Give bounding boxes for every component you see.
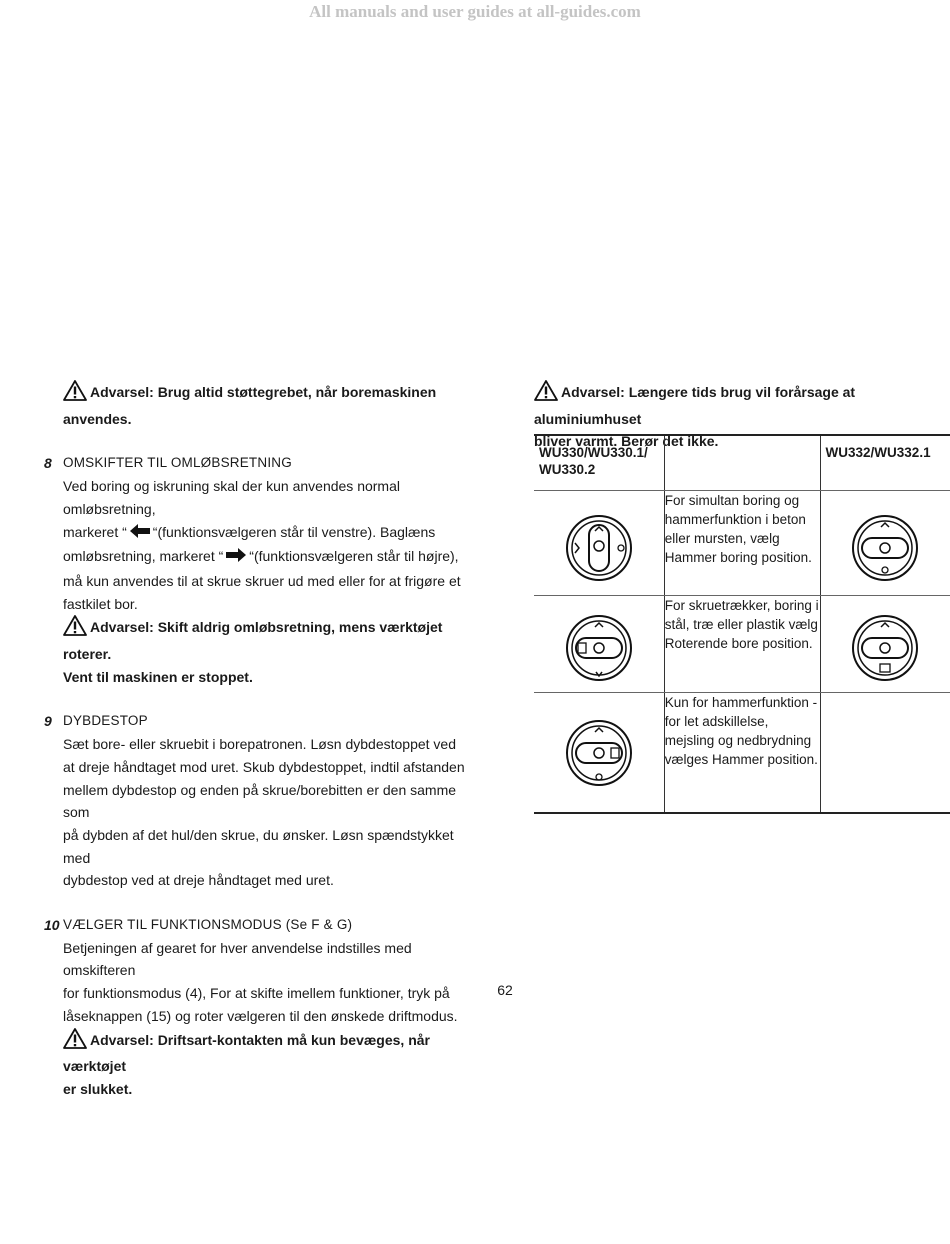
body-line: omløbsretning, markeret “ bbox=[63, 548, 224, 565]
body-line: at dreje håndtaget mod uret. Skub dybdestoppet, indtil afstanden bbox=[63, 758, 465, 775]
header-model-wu330: WU330/WU330.1/ WU330.2 bbox=[534, 435, 664, 491]
dial-cell bbox=[534, 693, 664, 813]
dial-cell bbox=[820, 596, 950, 693]
header-model-wu332: WU332/WU332.1 bbox=[820, 435, 950, 491]
body-line: Betjeningen af gearet for hver anvendelse indstilles med omskifteren bbox=[63, 939, 412, 979]
body-line: fastkilet bor. bbox=[63, 595, 138, 612]
warning-text: Advarsel: Længere tids brug vil forårsage at aluminiumhuset bbox=[534, 384, 856, 427]
body-line: på dybden af det hul/den skrue, du ønsker. Løsn spændstykket med bbox=[63, 826, 454, 866]
section-body bbox=[63, 475, 484, 688]
warning-text: anvendes. bbox=[63, 410, 132, 427]
empty-cell bbox=[820, 693, 950, 813]
section-10 bbox=[44, 914, 484, 1101]
warning-text: Advarsel: Driftsart-kontakten må kun bevæges, når værktøjet bbox=[63, 1031, 430, 1075]
section-title: VÆLGER TIL FUNKTIONSMODUS (Se F & G) bbox=[63, 917, 353, 933]
body-line: må kun anvendes til at skrue skruer ud med eller for at frigøre et bbox=[63, 572, 461, 589]
body-line: låseknappen (15) og roter vælgeren til den ønskede driftmodus. bbox=[63, 1007, 458, 1024]
hammer-drill-dial-icon bbox=[563, 503, 635, 583]
section-title: DYBDESTOP bbox=[63, 713, 148, 729]
section-body bbox=[63, 733, 484, 892]
warning-mode-switch bbox=[63, 1032, 430, 1097]
section-title: OMSKIFTER TIL OMLØBSRETNING bbox=[63, 455, 292, 471]
warning-text: bliver varmt. Berør det ikke. bbox=[534, 433, 719, 450]
body-line: mellem dybdestop og enden på skrue/borebitten er den samme som bbox=[63, 781, 457, 821]
hammer-dial-icon bbox=[563, 711, 635, 791]
mode-table bbox=[534, 434, 950, 814]
body-line: Sæt bore- eller skruebit i borepatronen. Løsn dybdestoppet ved bbox=[63, 736, 457, 753]
rotary-drill-dial-icon bbox=[849, 606, 921, 686]
warning-direction bbox=[63, 619, 442, 684]
mode-description: Kun for hammerfunktion - for let adskillelse, mejsling og nedbrydning vælges Hammer position. bbox=[664, 693, 820, 813]
rotary-drill-dial-icon bbox=[563, 606, 635, 686]
warning-triangle-icon bbox=[534, 380, 558, 408]
section-number: 10 bbox=[44, 917, 60, 934]
warning-text: Advarsel: Brug altid støttegrebet, når boremaskinen bbox=[90, 384, 437, 400]
body-line: “(funktionsvælgeren står til venstre). Baglæns bbox=[152, 523, 436, 540]
hammer-drill-dial-icon bbox=[849, 503, 921, 583]
warning-text: Vent til maskinen er stoppet. bbox=[63, 668, 253, 685]
arrow-left-icon bbox=[129, 523, 151, 546]
section-9 bbox=[44, 710, 484, 892]
section-number: 9 bbox=[44, 713, 52, 730]
warning-text: er slukket. bbox=[63, 1080, 133, 1097]
dial-cell bbox=[820, 491, 950, 596]
mode-description: For simultan boring og hammerfunktion i beton eller mursten, vælg Hammer boring position. bbox=[664, 491, 820, 596]
header-description bbox=[664, 435, 820, 491]
body-line: for funktionsmodus (4), For at skifte imellem funktioner, tryk på bbox=[63, 985, 450, 1002]
mode-description: For skruetrækker, boring i stål, træ eller plastik vælg Roterende bore position. bbox=[664, 596, 820, 693]
section-8 bbox=[44, 452, 484, 688]
warning-text: Advarsel: Skift aldrig omløbsretning, mens værktøjet roterer. bbox=[63, 619, 443, 663]
table-row bbox=[534, 596, 950, 693]
table-row bbox=[534, 693, 950, 813]
table-header-row bbox=[534, 435, 950, 491]
warning-support-grip bbox=[44, 380, 484, 430]
warning-triangle-icon bbox=[63, 615, 87, 643]
warning-triangle-icon bbox=[63, 1028, 87, 1056]
body-line: “(funktionsvælgeren står til højre), bbox=[249, 548, 459, 565]
arrow-right-icon bbox=[225, 547, 247, 570]
page-number: 62 bbox=[497, 982, 513, 998]
body-line: Ved boring og iskruning skal der kun anvendes normal omløbsretning, bbox=[63, 478, 400, 517]
body-line: markeret “ bbox=[63, 523, 127, 540]
section-body bbox=[63, 937, 484, 1101]
table-row bbox=[534, 491, 950, 596]
dial-cell bbox=[534, 596, 664, 693]
warning-triangle-icon bbox=[63, 380, 87, 408]
dial-cell bbox=[534, 491, 664, 596]
section-number: 8 bbox=[44, 455, 52, 472]
watermark: All manuals and user guides at all-guides.com bbox=[309, 2, 641, 21]
body-line: dybdestop ved at dreje håndtaget med uret. bbox=[63, 872, 334, 889]
